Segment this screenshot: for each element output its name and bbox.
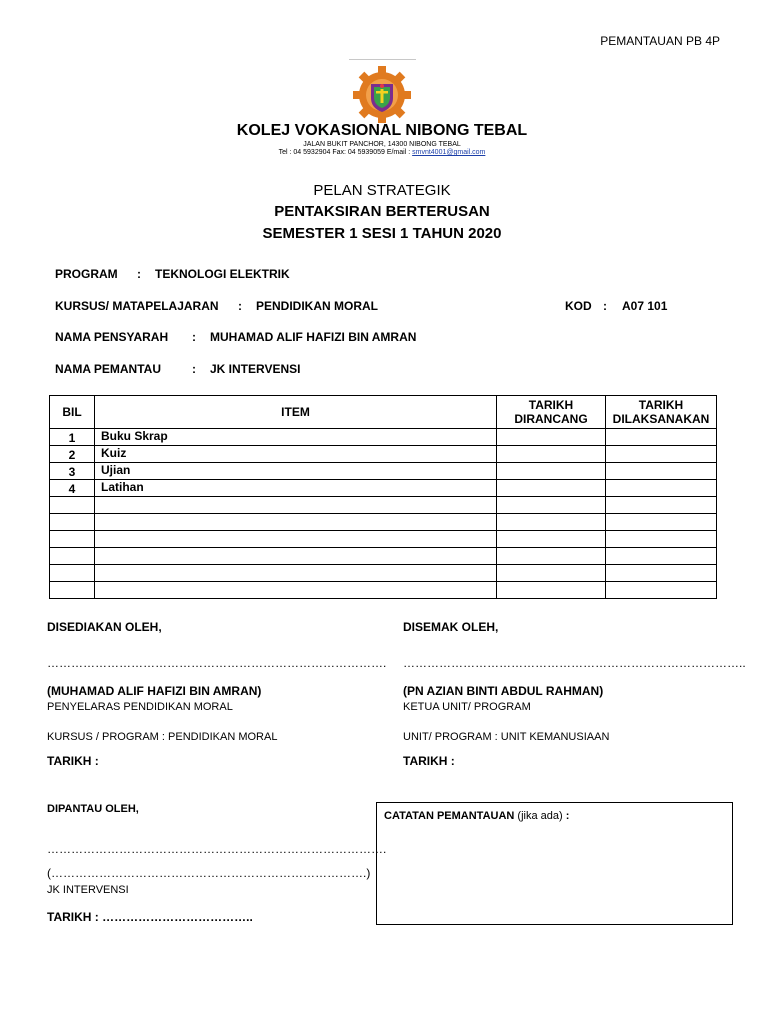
item-table [49, 395, 717, 599]
cell-bil: 2 [50, 446, 95, 463]
email-link[interactable]: smvnt4001@gmail.com [412, 149, 486, 156]
cell-item[interactable] [95, 548, 497, 565]
cell-item: Buku Skrap [95, 429, 497, 446]
checked-unit-label: UNIT/ PROGRAM : [403, 731, 498, 743]
table-header-row [50, 396, 717, 429]
table-row [50, 463, 717, 480]
header-item: ITEM [95, 396, 497, 429]
cell-tarikh-dirancang[interactable] [497, 565, 606, 582]
cell-bil: 1 [50, 429, 95, 446]
monitored-heading: DIPANTAU OLEH, [47, 803, 139, 815]
monitoring-notes-box[interactable] [376, 802, 733, 925]
cell-item: Ujian [95, 463, 497, 480]
header-tarikh-dilaksanakan-line2: DILAKSANAKAN [612, 412, 710, 426]
prepared-role: PENYELARAS PENDIDIKAN MORAL [47, 701, 233, 713]
cell-tarikh-dirancang[interactable] [497, 463, 606, 480]
table-row [50, 429, 717, 446]
school-contact [0, 149, 764, 156]
cell-tarikh-dilaksanakan[interactable] [606, 531, 717, 548]
header-tarikh-dilaksanakan-line1: TARIKH [638, 398, 684, 412]
cell-tarikh-dirancang[interactable] [497, 582, 606, 599]
cell-item[interactable] [95, 531, 497, 548]
cell-bil: 4 [50, 480, 95, 497]
monitored-date-line[interactable]: ……………………………….. [102, 910, 253, 924]
cell-item[interactable] [95, 514, 497, 531]
table-row [50, 565, 717, 582]
program-label: PROGRAM [55, 267, 118, 281]
kod-value: A07 101 [622, 299, 668, 313]
checked-name: (PN AZIAN BINTI ABDUL RAHMAN) [403, 684, 604, 698]
title-line-1: PELAN STRATEGIK [313, 182, 451, 199]
cell-bil [50, 548, 95, 565]
monitored-name-line[interactable]: (…………………………………………………………………….) [47, 866, 371, 880]
monitored-date-label: TARIKH : [47, 910, 99, 924]
kursus-label: KURSUS/ MATAPELAJARAN [55, 299, 219, 313]
cell-item: Latihan [95, 480, 497, 497]
cell-tarikh-dirancang[interactable] [497, 429, 606, 446]
cell-bil [50, 497, 95, 514]
table-row [50, 480, 717, 497]
checked-date-label: TARIKH : [403, 754, 455, 768]
kursus-separator: : [238, 299, 242, 313]
cell-tarikh-dirancang[interactable] [497, 497, 606, 514]
document-code: PEMANTAUAN PB 4P [600, 34, 720, 48]
notes-qualifier: (jika ada) [517, 810, 563, 822]
cell-tarikh-dilaksanakan[interactable] [606, 480, 717, 497]
header-rule [349, 59, 416, 60]
header-tarikh-dirancang [497, 396, 606, 429]
pemantau-value: JK INTERVENSI [210, 362, 301, 376]
cell-item[interactable] [95, 497, 497, 514]
contact-text: Tel : 04 5932904 Fax: 04 5939059 E/mail : [278, 149, 411, 156]
pensyarah-separator: : [192, 330, 196, 344]
header-tarikh-dirancang-line1: TARIKH [528, 398, 574, 412]
cell-tarikh-dirancang[interactable] [497, 514, 606, 531]
prepared-course-label: KURSUS / PROGRAM : [47, 731, 165, 743]
monitored-role: JK INTERVENSI [47, 884, 129, 896]
cell-item[interactable] [95, 565, 497, 582]
cell-bil [50, 565, 95, 582]
title-line-3: SEMESTER 1 SESI 1 TAHUN 2020 [262, 225, 502, 242]
prepared-course-value: PENDIDIKAN MORAL [168, 731, 278, 743]
cell-tarikh-dirancang[interactable] [497, 480, 606, 497]
cell-tarikh-dilaksanakan[interactable] [606, 582, 717, 599]
checked-signature-line[interactable]: ………………………………………………………………………….. [403, 656, 746, 670]
prepared-name: (MUHAMAD ALIF HAFIZI BIN AMRAN) [47, 684, 262, 698]
table-row [50, 514, 717, 531]
cell-bil [50, 531, 95, 548]
title-line-2: PENTAKSIRAN BERTERUSAN [274, 203, 490, 220]
checked-unit-value: UNIT KEMANUSIAAN [500, 731, 610, 743]
cell-tarikh-dilaksanakan[interactable] [606, 565, 717, 582]
cell-item[interactable] [95, 582, 497, 599]
cell-item: Kuiz [95, 446, 497, 463]
table-row [50, 446, 717, 463]
gear-emblem-icon [352, 64, 412, 124]
monitored-signature-line[interactable]: …………………………………………………………………………. [47, 842, 387, 856]
program-separator: : [137, 267, 141, 281]
school-address: JALAN BUKIT PANCHOR, 14300 NIBONG TEBAL [303, 141, 461, 148]
school-name: KOLEJ VOKASIONAL NIBONG TEBAL [236, 122, 528, 139]
kursus-value: PENDIDIKAN MORAL [256, 299, 378, 313]
prepared-course [47, 731, 277, 743]
cell-tarikh-dilaksanakan[interactable] [606, 497, 717, 514]
cell-tarikh-dirancang[interactable] [497, 548, 606, 565]
pensyarah-value: MUHAMAD ALIF HAFIZI BIN AMRAN [210, 330, 417, 344]
cell-tarikh-dilaksanakan[interactable] [606, 548, 717, 565]
table-row [50, 497, 717, 514]
pensyarah-label: NAMA PENSYARAH [55, 330, 169, 344]
cell-tarikh-dirancang[interactable] [497, 446, 606, 463]
cell-tarikh-dilaksanakan[interactable] [606, 463, 717, 480]
cell-tarikh-dilaksanakan[interactable] [606, 446, 717, 463]
checked-unit [403, 731, 609, 743]
header-bil: BIL [50, 396, 95, 429]
notes-title-label: CATATAN PEMANTAUAN [384, 810, 515, 822]
prepared-signature-line[interactable]: …………………………………………………………………………. [47, 656, 387, 670]
header-tarikh-dilaksanakan [606, 396, 717, 429]
kod-label: KOD [565, 299, 592, 313]
cell-tarikh-dilaksanakan[interactable] [606, 429, 717, 446]
cell-tarikh-dirancang[interactable] [497, 531, 606, 548]
prepared-heading: DISEDIAKAN OLEH, [47, 620, 162, 634]
checked-heading: DISEMAK OLEH, [403, 620, 499, 634]
checked-role: KETUA UNIT/ PROGRAM [403, 701, 531, 713]
pemantau-label: NAMA PEMANTAU [55, 362, 161, 376]
notes-title [384, 810, 569, 822]
monitored-date [47, 910, 253, 924]
kod-separator: : [603, 299, 607, 313]
cell-bil: 3 [50, 463, 95, 480]
cell-bil [50, 582, 95, 599]
table-row [50, 531, 717, 548]
header-tarikh-dirancang-line2: DIRANCANG [514, 412, 588, 426]
prepared-date-label: TARIKH : [47, 754, 99, 768]
notes-colon: : [565, 810, 570, 822]
table-row [50, 582, 717, 599]
table-row [50, 548, 717, 565]
cell-bil [50, 514, 95, 531]
cell-tarikh-dilaksanakan[interactable] [606, 514, 717, 531]
program-value: TEKNOLOGI ELEKTRIK [155, 267, 290, 281]
pemantau-separator: : [192, 362, 196, 376]
